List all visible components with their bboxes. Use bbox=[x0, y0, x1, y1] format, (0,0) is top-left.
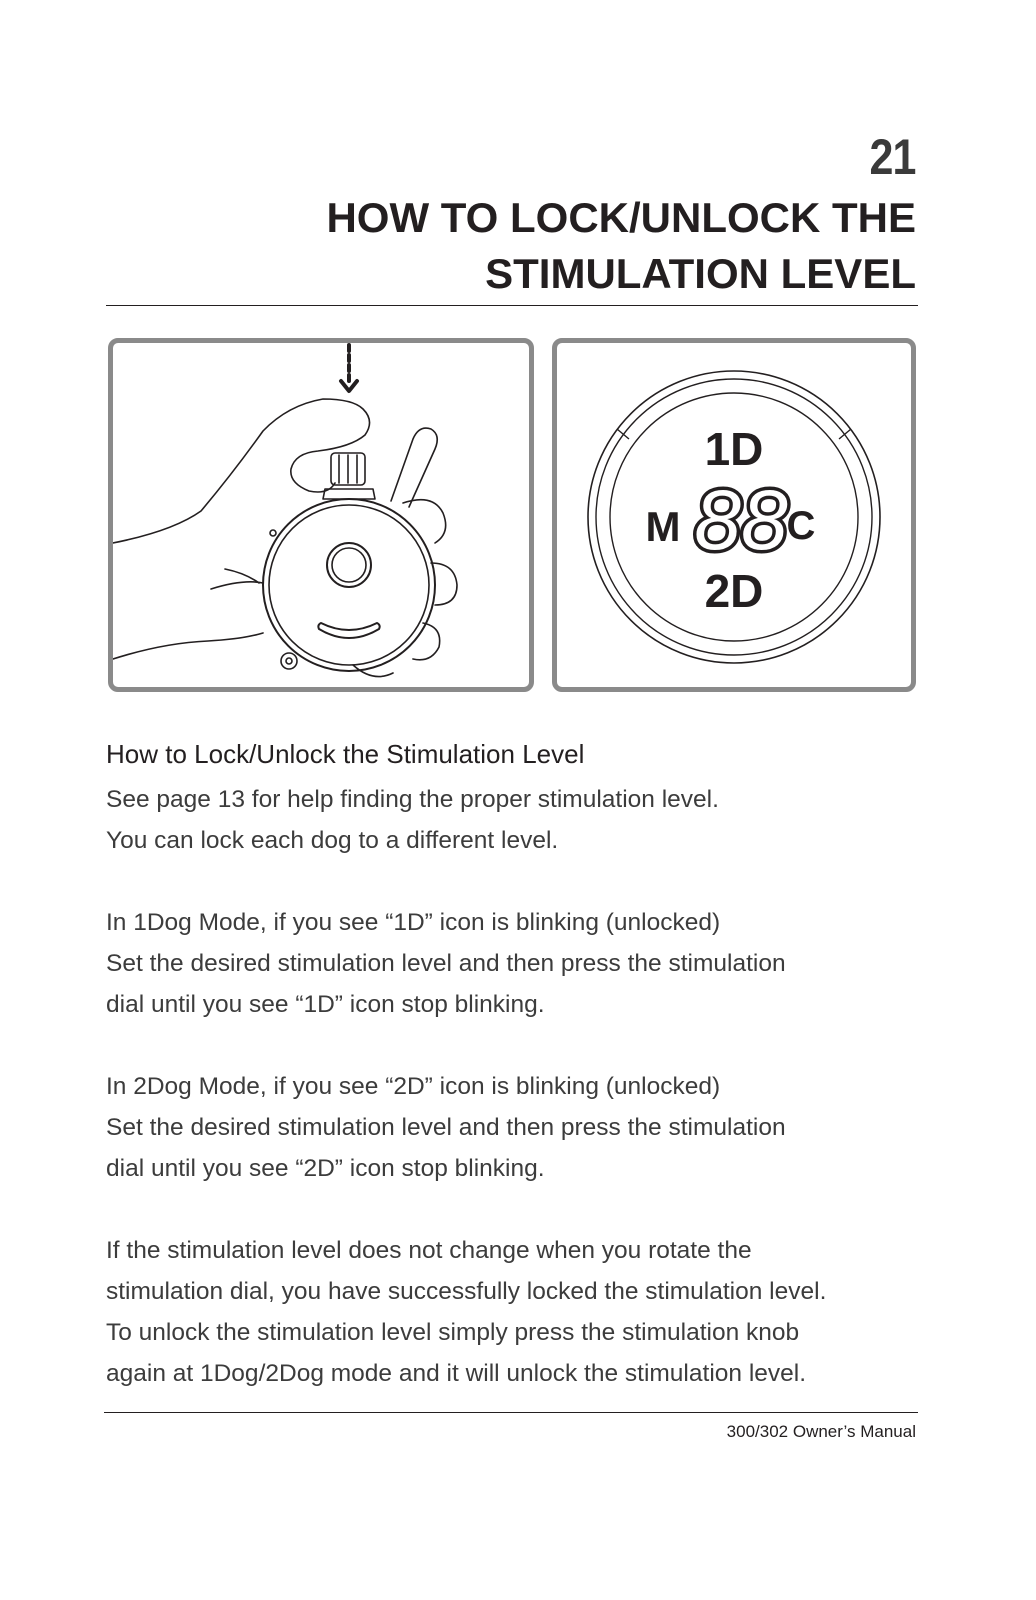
lcd-label-1d: 1D bbox=[704, 423, 764, 475]
hand-pressing-dial-icon bbox=[113, 343, 529, 687]
section-subheading: How to Lock/Unlock the Stimulation Level bbox=[106, 739, 585, 769]
paragraph-1dog-mode bbox=[106, 902, 926, 1025]
lcd-digits bbox=[694, 473, 788, 567]
footer-divider bbox=[104, 1412, 918, 1413]
illustration-lcd-panel bbox=[552, 338, 916, 692]
text-line: Set the desired stimulation level and then press the stimulation bbox=[106, 950, 786, 977]
title-divider bbox=[106, 305, 918, 306]
lcd-display-icon bbox=[557, 343, 911, 687]
text-line: dial until you see “1D” icon stop blinking. bbox=[106, 991, 545, 1018]
page-title bbox=[326, 190, 916, 302]
text-line: If the stimulation level does not change when you rotate the bbox=[106, 1237, 752, 1264]
lcd-label-m: M bbox=[645, 503, 681, 550]
instructions bbox=[106, 738, 926, 1394]
footer-manual-title: 300/302 Owner’s Manual bbox=[726, 1422, 916, 1441]
paragraph-2dog-mode bbox=[106, 1066, 926, 1189]
paragraph-lock-confirmation bbox=[106, 1230, 926, 1394]
text-line: In 2Dog Mode, if you see “2D” icon is blinking (unlocked) bbox=[106, 1073, 721, 1100]
lcd-digit-value: 88 bbox=[694, 473, 788, 567]
text-line: See page 13 for help finding the proper stimulation level. bbox=[106, 786, 719, 813]
text-line: You can lock each dog to a different level. bbox=[106, 827, 559, 854]
text-line: stimulation dial, you have successfully locked the stimulation level. bbox=[106, 1278, 827, 1305]
text-line: In 1Dog Mode, if you see “1D” icon is blinking (unlocked) bbox=[106, 909, 721, 936]
lcd-label-c: C bbox=[786, 504, 816, 548]
paragraph-intro bbox=[106, 779, 926, 861]
title-line-2: STIMULATION LEVEL bbox=[485, 250, 916, 297]
text-line: Set the desired stimulation level and then press the stimulation bbox=[106, 1114, 786, 1141]
text-line: again at 1Dog/2Dog mode and it will unlock the stimulation level. bbox=[106, 1360, 807, 1387]
page-number: 21 bbox=[869, 129, 916, 185]
title-line-1: HOW TO LOCK/UNLOCK THE bbox=[326, 194, 916, 241]
text-line: dial until you see “2D” icon stop blinking. bbox=[106, 1155, 545, 1182]
lcd-label-2d: 2D bbox=[704, 565, 764, 617]
illustration-hand-panel bbox=[108, 338, 534, 692]
text-line: To unlock the stimulation level simply press the stimulation knob bbox=[106, 1319, 800, 1346]
